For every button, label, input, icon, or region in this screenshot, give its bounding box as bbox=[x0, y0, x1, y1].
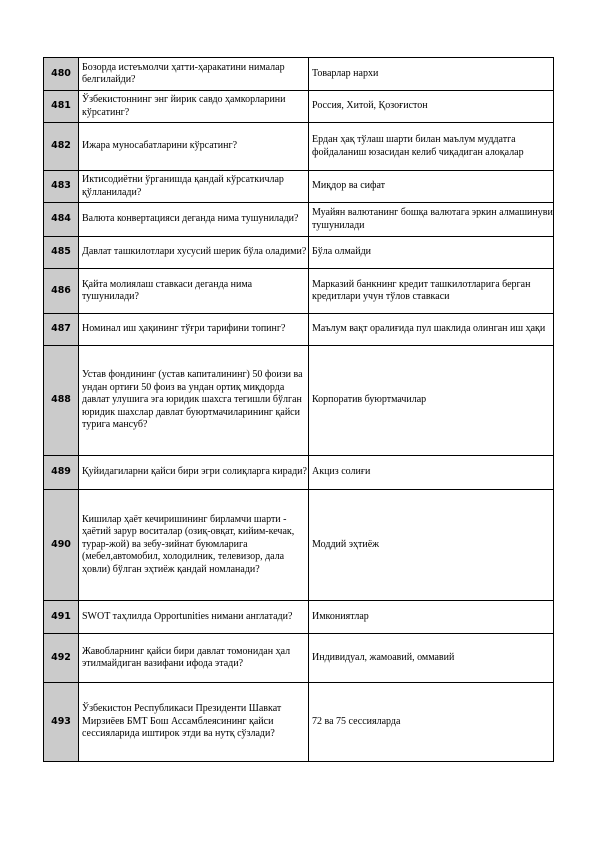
table-row bbox=[44, 490, 554, 601]
qa-table bbox=[43, 57, 554, 762]
row-number: 490 bbox=[44, 490, 79, 601]
question-cell: Қуйидагиларни қайси бири эгри солиқларга киради? bbox=[79, 456, 309, 490]
answer-cell: Акциз солиғи bbox=[309, 456, 554, 490]
row-number: 488 bbox=[44, 346, 79, 456]
question-cell: Ижара муносабатларини кўрсатинг? bbox=[79, 123, 309, 171]
row-number: 492 bbox=[44, 634, 79, 683]
answer-cell: Марказий банкнинг кредит ташкилотларига берган кредитлари учун тўлов ставкаси bbox=[309, 269, 554, 314]
answer-cell: 72 ва 75 сессияларда bbox=[309, 683, 554, 762]
row-number: 486 bbox=[44, 269, 79, 314]
row-number: 482 bbox=[44, 123, 79, 171]
row-number: 485 bbox=[44, 237, 79, 269]
row-number: 483 bbox=[44, 171, 79, 203]
question-cell: Ўзбекистон Республикаси Президенти Шавкат Мирзиёев БМТ Бош Ассамблеясининг қайси сессияларида иштирок этди ва нутқ сўзлади? bbox=[79, 683, 309, 762]
answer-cell: Бўла олмайди bbox=[309, 237, 554, 269]
answer-cell: Муайян валютанинг бошқа валютага эркин алмашинуви тушунилади bbox=[309, 203, 554, 237]
answer-cell: Товарлар нархи bbox=[309, 58, 554, 91]
question-cell: SWOT таҳлилда Opportunities нимани англатади? bbox=[79, 601, 309, 634]
question-cell: Қайта молиялаш ставкаси деганда нима тушунилади? bbox=[79, 269, 309, 314]
row-number: 480 bbox=[44, 58, 79, 91]
table-row bbox=[44, 237, 554, 269]
answer-cell: Россия, Хитой, Қозоғистон bbox=[309, 91, 554, 123]
question-cell: Устав фондининг (устав капиталининг) 50 фоизи ва ундан ортиғи 50 фоиз ва ундан ортиқ миқдорда давлат улушига эга юридик шахсга тегишли бўлган юридик шахслар давлат буюртмачиларининг қайси турига мансуб? bbox=[79, 346, 309, 456]
table-row bbox=[44, 634, 554, 683]
table-row bbox=[44, 171, 554, 203]
question-cell: Бозорда истеъмолчи ҳатти-ҳаракатини нималар белгилайди? bbox=[79, 58, 309, 91]
question-cell: Жавобларнинг қайси бири давлат томонидан ҳал этилмайдиган вазифани ифода этади? bbox=[79, 634, 309, 683]
table-row bbox=[44, 683, 554, 762]
answer-cell: Маълум вақт оралиғида пул шаклида олинган иш ҳақи bbox=[309, 314, 554, 346]
qa-table-body bbox=[44, 58, 554, 762]
answer-cell: Миқдор ва сифат bbox=[309, 171, 554, 203]
question-cell: Давлат ташкилотлари хусусий шерик бўла оладими? bbox=[79, 237, 309, 269]
question-cell: Номинал иш ҳақининг тўғри тарифини топинг? bbox=[79, 314, 309, 346]
answer-cell: Имкониятлар bbox=[309, 601, 554, 634]
row-number: 484 bbox=[44, 203, 79, 237]
row-number: 487 bbox=[44, 314, 79, 346]
answer-cell: Моддий эҳтиёж bbox=[309, 490, 554, 601]
question-cell: Иктисодиётни ўрганишда қандай кўрсаткичлар қўлланилади? bbox=[79, 171, 309, 203]
row-number: 493 bbox=[44, 683, 79, 762]
row-number: 489 bbox=[44, 456, 79, 490]
row-number: 481 bbox=[44, 91, 79, 123]
row-number: 491 bbox=[44, 601, 79, 634]
table-row bbox=[44, 269, 554, 314]
question-cell: Ўзбекистоннинг энг йирик савдо ҳамкорларини кўрсатинг? bbox=[79, 91, 309, 123]
question-cell: Валюта конвертацияси деганда нима тушунилади? bbox=[79, 203, 309, 237]
question-cell: Кишилар ҳаёт кечиришининг бирламчи шарти - ҳаётий зарур воситалар (озиқ-овқат, кийим-кечак, турар-жой) ва зебу-зийнат буюмларига (мебел,автомобил, холодилник, телевизор, дала ҳовли) бўлган эҳтиёж қандай номланади? bbox=[79, 490, 309, 601]
table-row bbox=[44, 456, 554, 490]
table-row bbox=[44, 123, 554, 171]
table-row bbox=[44, 601, 554, 634]
table-row bbox=[44, 314, 554, 346]
answer-cell: Индивидуал, жамоавий, оммавий bbox=[309, 634, 554, 683]
table-row bbox=[44, 346, 554, 456]
answer-cell: Корпоратив буюртмачилар bbox=[309, 346, 554, 456]
table-row bbox=[44, 91, 554, 123]
table-row bbox=[44, 58, 554, 91]
answer-cell: Ердан ҳақ тўлаш шарти билан маълум муддатга фойдаланиш юзасидан келиб чиқадиган алоқалар bbox=[309, 123, 554, 171]
table-row bbox=[44, 203, 554, 237]
